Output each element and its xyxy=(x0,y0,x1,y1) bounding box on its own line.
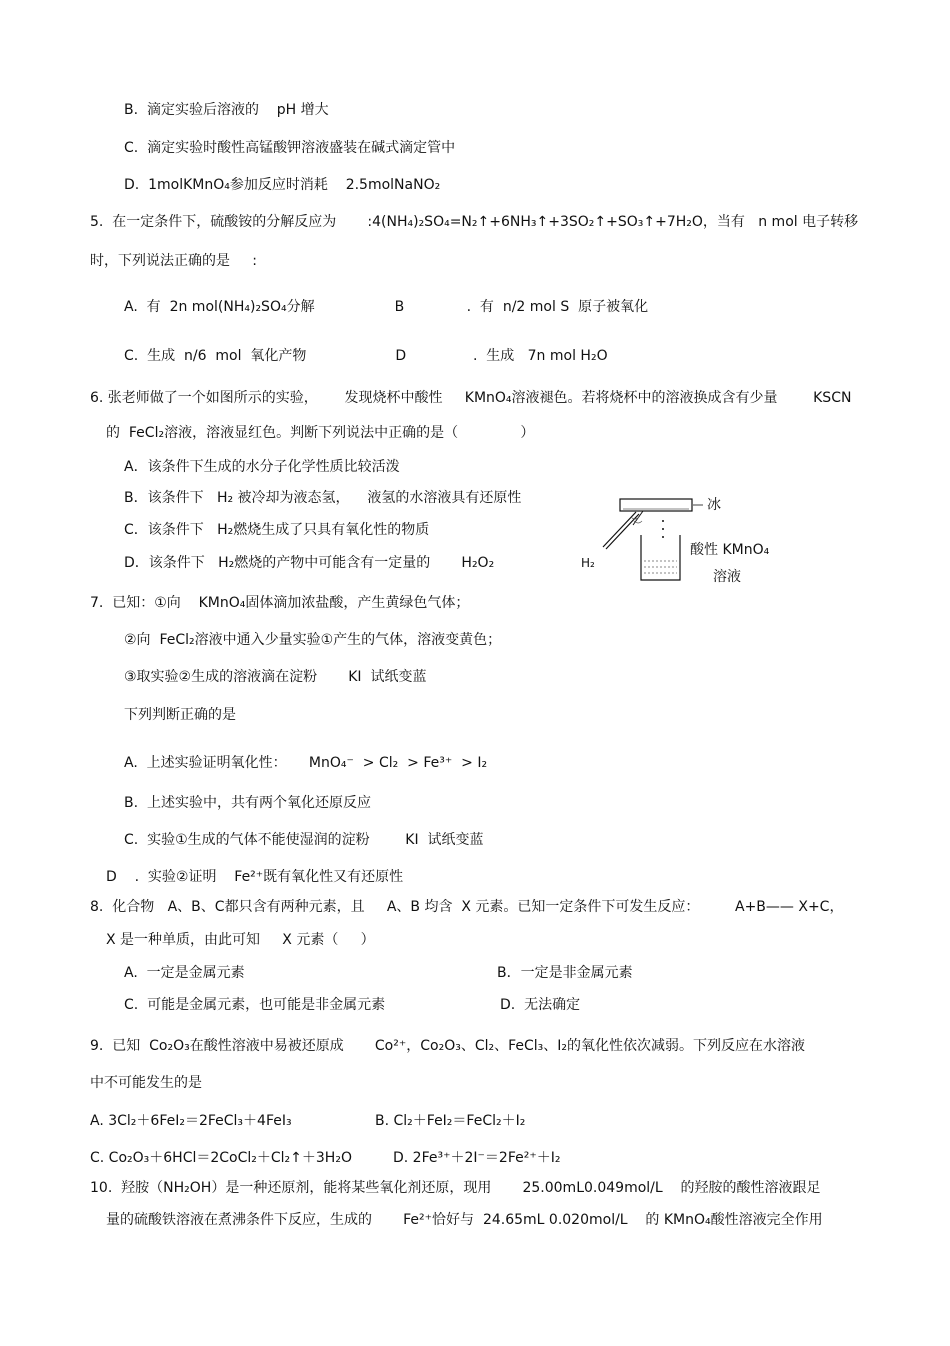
question-9-option-c: C. Co₂O₃＋6HCl＝2CoCl₂＋Cl₂↑＋3H₂O xyxy=(90,1150,352,1166)
question-9-option-d: D. 2Fe³⁺＋2I⁻＝2Fe²⁺＋I₂ xyxy=(393,1150,561,1166)
question-6-stem-line1: 6. 张老师做了一个如图所示的实验， 发现烧杯中酸性 KMnO₄溶液褪色。若将烧杯中的溶液换成含有少量 KSCN xyxy=(90,390,852,406)
question-7-stem: 7. 已知：①向 KMnO₄固体滴加浓盐酸，产生黄绿色气体； xyxy=(90,595,470,611)
question-6-stem-line2: 的 FeCl₂溶液，溶液显红色。判断下列说法中正确的是（ ） xyxy=(106,425,535,441)
question-5-options-cd: C. 生成 n/6 mol 氧化产物 D . 生成 7n mol H₂O xyxy=(124,348,608,364)
question-7-option-d: D . 实验②证明 Fe²⁺既有氧化性又有还原性 xyxy=(106,869,404,885)
question-5-options-ab: A. 有 2n mol(NH₄)₂SO₄分解 B . 有 n/2 mol S 原子被氧化 xyxy=(124,299,649,315)
question-9-option-a: A. 3Cl₂＋6FeI₂＝2FeCl₃＋4FeI₃ xyxy=(90,1113,292,1129)
experiment-figure xyxy=(581,495,795,590)
question-7-prompt: 下列判断正确的是 xyxy=(124,707,236,723)
gas-label: H₂ xyxy=(581,556,595,570)
solution-label-line2: 溶液 xyxy=(713,569,741,585)
option-d-q4: D. 1molKMnO₄参加反应时消耗 2.5molNaNO₂ xyxy=(124,177,441,193)
question-8-option-b: B．一定是非金属元素 xyxy=(497,965,633,981)
question-9-option-b: B. Cl₂＋FeI₂＝FeCl₂＋I₂ xyxy=(375,1113,526,1129)
ice-label: 冰 xyxy=(707,497,721,513)
question-7-option-b: B. 上述实验中，共有两个氧化还原反应 xyxy=(124,795,371,811)
question-9-stem-line1: 9. 已知 Co₂O₃在酸性溶液中易被还原成 Co²⁺，Co₂O₃、Cl₂、FeCl₃、I₂的氧化性依次减弱。下列反应在水溶液 xyxy=(90,1038,806,1054)
question-8-stem-line2: X 是一种单质，由此可知 X 元素（ ） xyxy=(106,932,375,948)
question-8-option-a: A. 一定是金属元素 xyxy=(124,965,245,981)
question-6-option-a: A．该条件下生成的水分子化学性质比较活泼 xyxy=(124,459,400,475)
question-8-option-c: C. 可能是金属元素，也可能是非金属元素 xyxy=(124,997,386,1013)
question-6-option-d: D．该条件下 H₂燃烧的产物中可能含有一定量的 H₂O₂ xyxy=(124,555,495,571)
question-7-option-a: A. 上述实验证明氧化性： MnO₄⁻ > Cl₂ > Fe³⁺ > I₂ xyxy=(124,755,488,771)
option-b-q4: B. 滴定实验后溶液的 pH 增大 xyxy=(124,102,329,118)
solution-label-line1: 酸性 KMnO₄ xyxy=(690,542,770,558)
question-9-stem-line2: 中不可能发生的是 xyxy=(90,1075,202,1091)
question-8-option-d: D. 无法确定 xyxy=(500,997,581,1013)
question-10-stem-line1: 10. 羟胺（NH₂OH）是一种还原剂，能将某些氧化剂还原，现用 25.00mL0.049mol/L 的羟胺的酸性溶液跟足 xyxy=(90,1180,821,1196)
question-7-step-2: ②向 FeCl₂溶液中通入少量实验①产生的气体，溶液变黄色； xyxy=(124,632,502,648)
question-5-stem-line1: 5. 在一定条件下，硫酸铵的分解反应为 :4(NH₄)₂SO₄=N₂↑+6NH₃↑+3SO₂↑+SO₃↑+7H₂O，当有 n mol 电子转移 xyxy=(90,214,859,230)
option-c-q4: C. 滴定实验时酸性高锰酸钾溶液盛装在碱式滴定管中 xyxy=(124,140,456,156)
question-6-option-c: C．该条件下 H₂燃烧生成了只具有氧化性的物质 xyxy=(124,522,430,538)
question-8-stem-line1: 8. 化合物 A、B、C都只含有两种元素，且 A、B 均含 X 元素。已知一定条件下可发生反应： A+B—— X+C， xyxy=(90,899,844,915)
question-7-option-c: C. 实验①生成的气体不能使湿润的淀粉 KI 试纸变蓝 xyxy=(124,832,484,848)
question-6-option-b: B．该条件下 H₂ 被冷却为液态氢， 液氢的水溶液具有还原性 xyxy=(124,490,522,506)
question-7-step-3: ③取实验②生成的溶液滴在淀粉 KI 试纸变蓝 xyxy=(124,669,427,685)
question-5-stem-line2: 时，下列说法正确的是 : xyxy=(90,253,257,269)
question-10-stem-line2: 量的硫酸铁溶液在煮沸条件下反应，生成的 Fe²⁺恰好与 24.65mL 0.020mol/L 的 KMnO₄酸性溶液完全作用 xyxy=(106,1212,823,1228)
